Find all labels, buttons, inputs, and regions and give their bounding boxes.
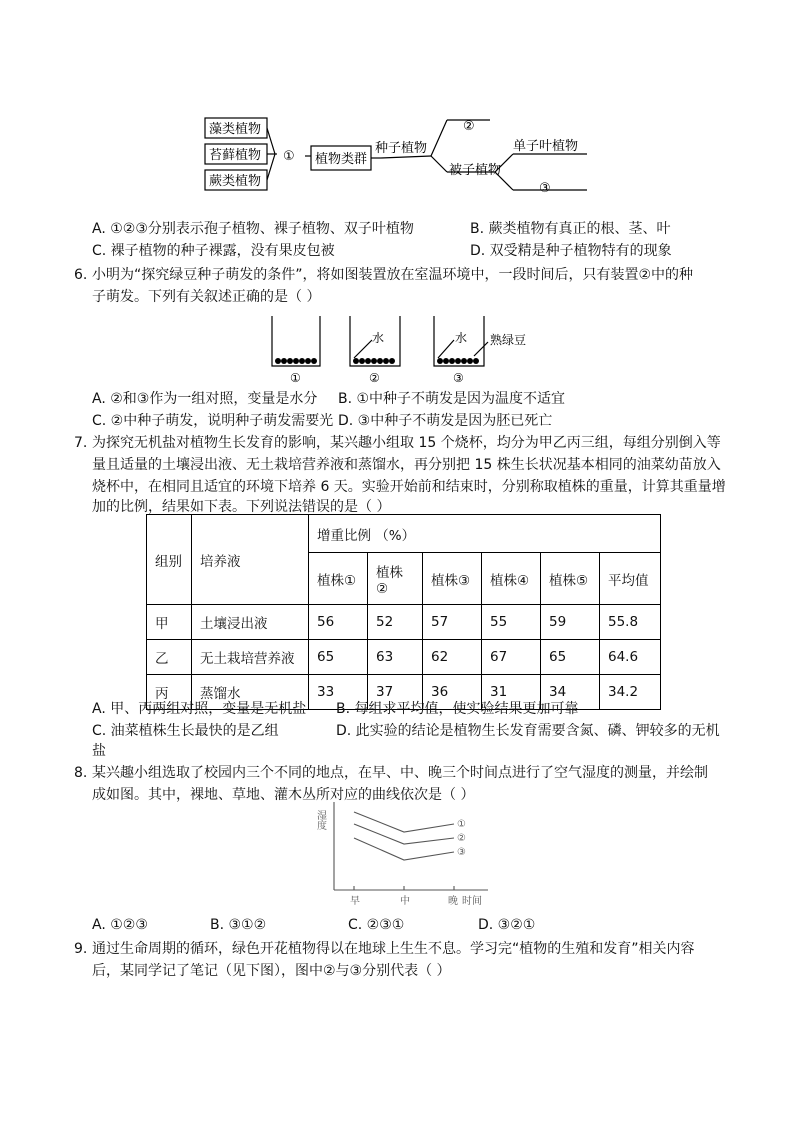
q8-option-d[interactable]: D. ③②① — [478, 917, 536, 933]
diagram-angiosperm: 被子植物 — [449, 163, 502, 178]
q6-option-a[interactable]: A. ②和③作为一组对照，变量是水分 — [92, 391, 318, 407]
th-col-5: 植株⑤ — [541, 553, 600, 605]
cell-value: 34 — [541, 675, 600, 710]
q5-option-d[interactable]: D. 双受精是种子植物特有的现象 — [470, 243, 672, 259]
cell-value: 36 — [423, 675, 482, 710]
curve-2 — [354, 824, 454, 844]
diagram-center: 植物类群 — [315, 152, 368, 167]
curve-1 — [354, 812, 454, 832]
q7-option-b[interactable]: B. 每组求平均值，使实验结果更加可靠 — [336, 701, 579, 717]
curve-3-label: ③ — [457, 847, 466, 858]
q8-option-b[interactable]: B. ③①② — [210, 917, 267, 933]
table-row — [147, 640, 661, 675]
q6-beaker-figure — [262, 310, 572, 386]
chart-xlabel: 时间 — [462, 896, 482, 907]
q7-results-table — [146, 514, 661, 710]
th-solution: 培养液 — [192, 515, 309, 605]
diagram-moss: 苔藓植物 — [209, 148, 262, 163]
th-group: 组别 — [147, 515, 192, 605]
xtick-morning: 早 — [350, 896, 360, 907]
q7-stem-line2: 量且适量的土壤浸出液、无土栽培营养液和蒸馏水，再分别把 15 株生长状况基本相同的油菜幼苗放入 — [92, 457, 721, 473]
cell-value: 63 — [368, 640, 423, 675]
cell-value: 57 — [423, 605, 482, 640]
cell-value: 65 — [309, 640, 368, 675]
q8-stem-line2: 成如图。其中，裸地、草地、灌木丛所对应的曲线依次是（ ） — [92, 787, 475, 803]
q6-stem-line2: 子萌发。下列有关叙述正确的是（ ） — [92, 289, 321, 305]
cell-value: 33 — [309, 675, 368, 710]
cell-value: 64.6 — [600, 640, 661, 675]
q5-option-a[interactable]: A. ①②③分别表示孢子植物、裸子植物、双子叶植物 — [92, 221, 414, 237]
chart-ylabel: 湿度 — [314, 810, 326, 830]
cell-group: 甲 — [147, 605, 192, 640]
curve-3 — [354, 838, 454, 860]
q6-option-b[interactable]: B. ①中种子不萌发是因为温度不适宜 — [338, 391, 566, 407]
beaker3-water-label: 水 — [455, 331, 468, 345]
th-col-4: 植株④ — [482, 553, 541, 605]
beaker3-bean-label: 熟绿豆 — [490, 333, 527, 347]
q8-option-a[interactable]: A. ①②③ — [92, 917, 148, 933]
q6-option-c[interactable]: C. ②中种子萌发，说明种子萌发需要光 — [92, 413, 334, 429]
cell-solution: 蒸馏水 — [192, 675, 309, 710]
cell-value: 59 — [541, 605, 600, 640]
diagram-mark-1: ① — [283, 149, 295, 164]
q8-option-c[interactable]: C. ②③① — [348, 917, 405, 933]
q7-stem-line1: 为探究无机盐对植物生长发育的影响，某兴趣小组取 15 个烧杯，均分为甲乙丙三组，每组分别倒入等 — [92, 435, 721, 451]
cell-value: 65 — [541, 640, 600, 675]
th-col-2: 植株② — [368, 553, 423, 605]
diagram-seed-plants: 种子植物 — [375, 141, 428, 156]
diagram-mark-3: ③ — [539, 181, 551, 196]
cell-value: 37 — [368, 675, 423, 710]
cell-solution: 无土栽培营养液 — [192, 640, 309, 675]
q7-stem-line4: 加的比例，结果如下表。下列说法错误的是（ ） — [92, 499, 391, 515]
diagram-algae: 藻类植物 — [209, 122, 262, 137]
q6-option-d[interactable]: D. ③中种子不萌发是因为胚已死亡 — [338, 413, 553, 429]
beaker2-label: ② — [369, 371, 380, 385]
cell-solution: 土壤浸出液 — [192, 605, 309, 640]
cell-value: 56 — [309, 605, 368, 640]
beaker3-label: ③ — [453, 371, 464, 385]
q7-option-a[interactable]: A. 甲、丙两组对照，变量是无机盐 — [92, 701, 307, 717]
table-row — [147, 605, 661, 640]
cell-value: 55.8 — [600, 605, 661, 640]
q6-number: 6. — [74, 267, 88, 283]
th-col-1: 植株① — [309, 553, 368, 605]
th-col-avg: 平均值 — [600, 553, 661, 605]
q8-humidity-chart — [314, 796, 500, 912]
xtick-noon: 中 — [400, 896, 410, 907]
q9-number: 9. — [74, 941, 88, 957]
cell-value: 67 — [482, 640, 541, 675]
q7-option-d[interactable]: D. 此实验的结论是植物生长发育需要含氮、磷、钾较多的无机 — [336, 723, 720, 739]
q5-option-c[interactable]: C. 裸子植物的种子裸露，没有果皮包被 — [92, 243, 335, 259]
q7-number: 7. — [74, 435, 88, 451]
cell-value: 34.2 — [600, 675, 661, 710]
diagram-monocot: 单子叶植物 — [513, 139, 579, 154]
q8-stem-line1: 某兴趣小组选取了校园内三个不同的地点，在早、中、晚三个时间点进行了空气湿度的测量，并绘制 — [92, 765, 708, 781]
diagram-fern: 蕨类植物 — [209, 174, 262, 189]
cell-group: 丙 — [147, 675, 192, 710]
plant-classification-diagram — [195, 112, 595, 202]
q6-stem-line1: 小明为“探究绿豆种子萌发的条件”，将如图装置放在室温环境中，一段时间后，只有装置②中的种 — [92, 267, 694, 283]
q7-option-c[interactable]: C. 油菜植株生长最快的是乙组 — [92, 723, 279, 739]
q8-number: 8. — [74, 765, 88, 781]
th-ratio: 增重比例 （%） — [309, 515, 661, 553]
cell-value: 55 — [482, 605, 541, 640]
beaker1-label: ① — [290, 371, 301, 385]
beaker2-water-label: 水 — [372, 331, 385, 345]
cell-value: 62 — [423, 640, 482, 675]
q5-option-b[interactable]: B. 蕨类植物有真正的根、茎、叶 — [470, 221, 671, 237]
diagram-mark-2: ② — [463, 119, 475, 134]
cell-value: 31 — [482, 675, 541, 710]
q7-option-d-cont: 盐 — [92, 743, 106, 759]
xtick-evening: 晚 — [448, 896, 458, 907]
q9-stem-line1: 通过生命周期的循环，绿色开花植物得以在地球上生生不息。学习完“植物的生殖和发育”相关内容 — [92, 941, 695, 957]
curve-2-label: ② — [457, 833, 466, 844]
q9-stem-line2: 后，某同学记了笔记（见下图），图中②与③分别代表（ ） — [92, 963, 451, 979]
q7-stem-line3: 烧杯中，在相同且适宜的环境下培养 6 天。实验开始前和结束时，分别称取植株的重量，计算其重量增 — [92, 479, 726, 495]
th-col-3: 植株③ — [423, 553, 482, 605]
curve-1-label: ① — [457, 819, 466, 830]
cell-group: 乙 — [147, 640, 192, 675]
cell-value: 52 — [368, 605, 423, 640]
